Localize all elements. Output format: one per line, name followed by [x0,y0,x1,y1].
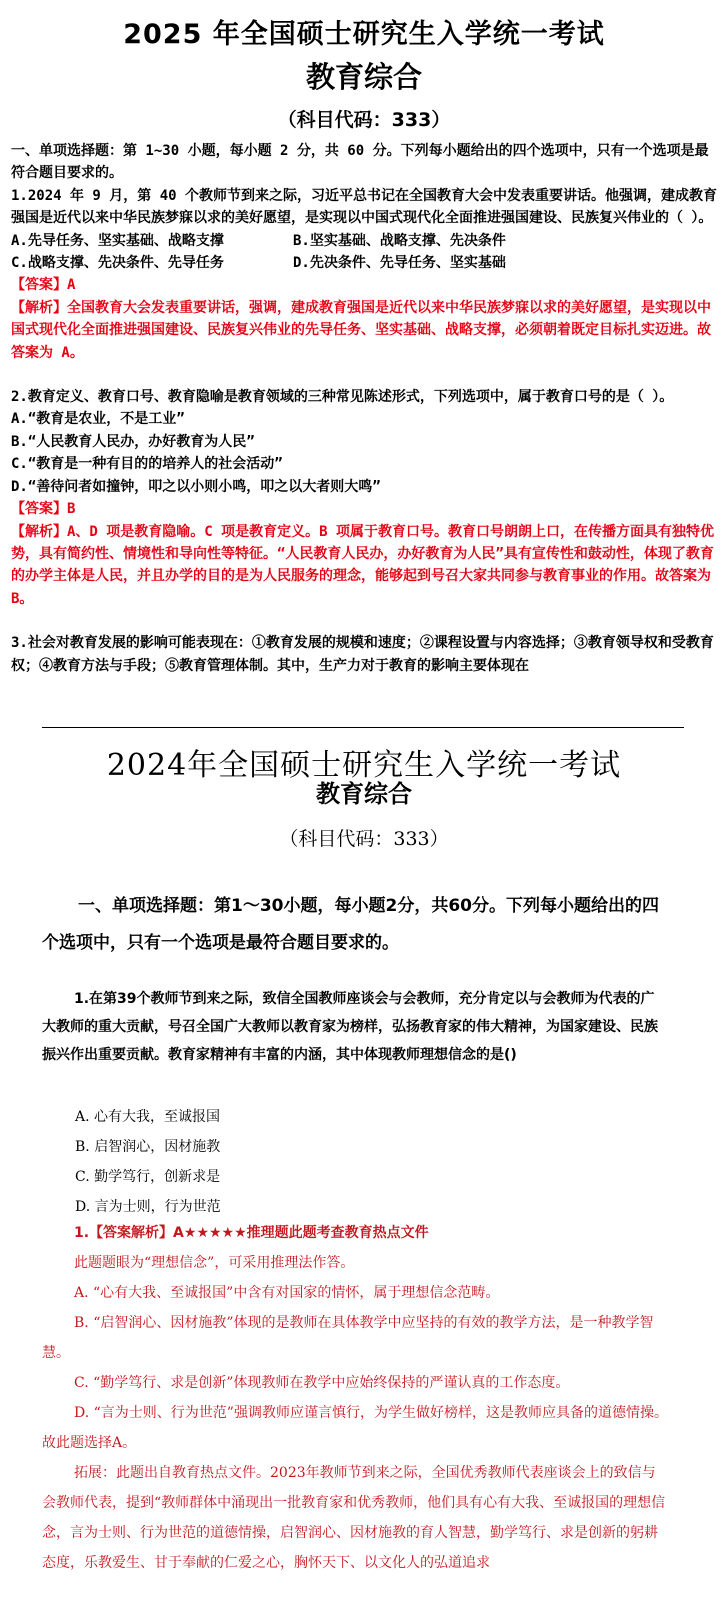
q2-option-c: C.“教育是一种有目的的培养人的社会活动” [11,456,283,473]
exam-2025-body [11,140,717,677]
q1-stem: 1.2024 年 9 月，第 40 个教师节到来之际，习近平总书记在全国教育大会中发表重要讲话。他强调，建成教育强国是近代以来中华民族梦寐以求的美好愿望，是实现以中国式现代化全面推进强国建设、民族复兴伟业的（ ）。 [11,187,717,227]
exam-2025-code: （科目代码：333） [277,109,451,131]
q1-option-b: B.坚实基础、战略支撑、先决条件 [293,232,506,249]
q2-answer: 【答案】B [11,501,76,518]
q2-option-b: B.“人民教育人民办，办好教育为人民” [11,433,255,450]
exam-2024-subject: 教育综合 [316,780,412,808]
q1-explanation: C. “勤学笃行、求是创新”体现教师在教学中应始终保持的严谨认真的工作态度。 [74,1375,570,1391]
q1-stem: 1.在第39个教师节到来之际，致信全国教师座谈会与会教师，充分肯定以与会教师为代表的广大教师的重大贡献，号召全国广大教师以教育家为榜样，弘扬教育家的伟大精神，为国家建设、民族振兴作出重要贡献。教育家精神有丰富的内涵，其中体现教师理想信念的是() [42,991,658,1063]
q1-option-c: C.战略支撑、先决条件、先导任务 [11,255,224,272]
spacer [11,364,717,386]
exam-2024-page [0,728,728,1599]
q3-stem: 3.社会对教育发展的影响可能表现在：①教育发展的规模和速度；②课程设置与内容选择；③教育领导权和受教育权；④教育方法与手段；⑤教育管理体制。其中，生产力对于教育的影响主要体现在 [11,635,714,674]
section-instruction: 一、单项选择题：第1～30小题，每小题2分，共60分。下列每小题给出的四个选项中，只有一个选项是最符合题目要求的。 [42,896,659,953]
exam-2025-subject: 教育综合 [305,60,422,94]
exam-2025-title: 2025 年全国硕士研究生入学统一考试 [123,19,605,50]
q2-stem: 2.教育定义、教育口号、教育隐喻是教育领域的三种常见陈述形式，下列选项中，属于教育口号的是（ ）。 [11,389,674,406]
q1-option-c: C. 勤学笃行，创新求是 [75,1169,221,1185]
q1-answer: 【答案】A [11,277,76,294]
q1-option-d: D.先决条件、先导任务、坚实基础 [293,255,506,272]
q1-analysis: 【解析】全国教育大会发表重要讲话，强调，建成教育强国是近代以来中华民族梦寐以求的美好愿望，是实现以中国式现代化全面推进强国建设、民族复兴伟业的先导任务、坚实基础、战略支撑，必须朝着既定目标扎实迈进。故答案为 A。 [11,299,711,361]
spacer [11,610,717,632]
exam-2024-code: （科目代码：333） [279,828,449,850]
q1-option-d: D. 言为士则，行为世范 [75,1199,221,1215]
q2-option-a: A.“教育是农业，不是工业” [11,411,185,428]
q1-option-a: A. 心有大我，至诚报国 [75,1109,221,1125]
q1-answer-head: 1.【答案解析】A★★★★★推理题此题考查教育热点文件 [74,1225,429,1241]
q1-option-b: B. 启智润心，因材施教 [75,1139,221,1155]
q1-options [75,1102,221,1222]
q1-option-a: A.先导任务、坚实基础、战略支撑 [11,232,224,249]
q2-analysis: 【解析】A、D 项是教育隐喻。C 项是教育定义。B 项属于教育口号。教育口号朗朗上口，在传播方面具有独特优势，具有简约性、情境性和导向性等特征。“人民教育人民办，办好教育为人民”具有宣传性和鼓动性，体现了教育的办学主体是人民，并且办学的目的是为人民服务的理念，能够起到号召大家共同参与教育事业的作用。故答案为 B。 [11,523,714,607]
section-instruction: 一、单项选择题：第 1~30 小题，每小题 2 分，共 60 分。下列每小题给出的四个选项中，只有一个选项是最符合题目要求的。 [11,143,709,182]
q1-explanation: A. “心有大我、至诚报国”中含有对国家的情怀，属于理想信念范畴。 [74,1285,500,1301]
q1-extension: 拓展：此题出自教育热点文件。2023年教师节到来之际，全国优秀教师代表座谈会上的致信与会教师代表，提到“教师群体中涌现出一批教育家和优秀教师，他们具有心有大我、至诚报国的理想信念，言为士则、行为世范的道德情操，启智润心、因材施教的育人智慧，勤学笃行、求是创新的躬耕态度，乐教爱生、甘于奉献的仁爱之心，胸怀天下、以文化人的弘道追求 [42,1465,666,1571]
q1-answer-analysis [42,1218,668,1578]
q2-option-d: D.“善待问者如撞钟，叩之以小则小鸣，叩之以大者则大鸣” [11,478,381,495]
q1-options-row-2 [11,252,717,274]
exam-2025-page [0,0,728,727]
exam-2024-title: 2024年全国硕士研究生入学统一考试 [106,748,622,783]
q1-options-row-1 [11,230,717,252]
q1-explanation: D. “言为士则、行为世范”强调教师应谨言慎行，为学生做好榜样，这是教师应具备的道德情操。故此题选择A。 [42,1405,668,1451]
q1-explanation: B. “启智润心、因材施教”体现的是教师在具体教学中应坚持的有效的教学方法，是一种教学智慧。 [42,1315,654,1361]
q1-explanation: 此题题眼为“理想信念”，可采用推理法作答。 [74,1255,355,1271]
